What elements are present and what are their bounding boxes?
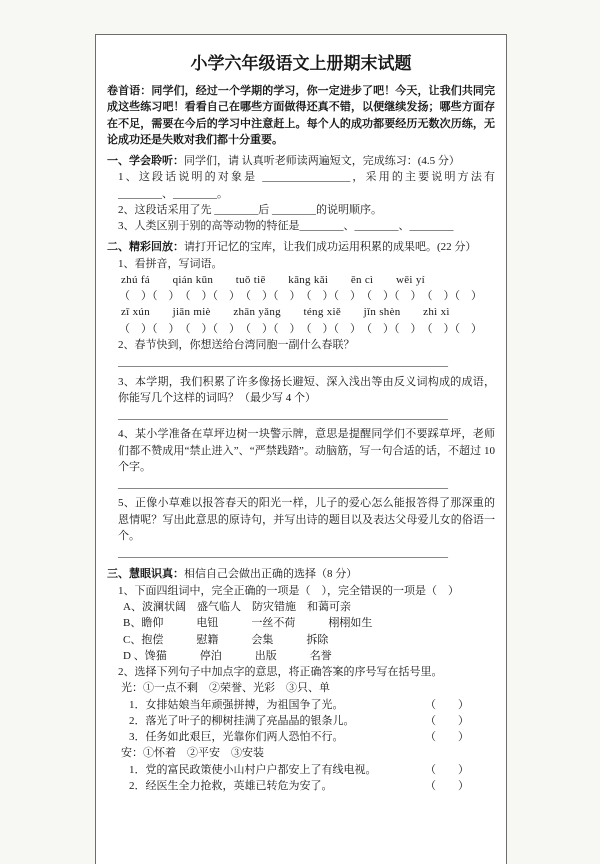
s3-question-2: 2、选择下列句子中加点字的意思，将正确答案的序号写在括号里。 — [118, 666, 443, 679]
exam-page — [95, 34, 507, 864]
section3-heading-line — [107, 566, 495, 582]
answer-paren: （ ） — [425, 779, 469, 792]
guang-sentence-1 — [107, 697, 495, 713]
an-sentence-2 — [107, 778, 495, 794]
pinyin-row-1: zhú fá qián kūn tuǒ tiē kāng kǎi ēn cì wēi yí — [121, 273, 425, 286]
s2-question-4: 4、某小学准备在草坪边树一块警示牌，意思是提醒同学们不要踩草坪，老师们都不赞成用“禁止进入”、“严禁践踏”。动脑筋，写一句合适的话，不超过 10 个字。 — [118, 428, 495, 473]
section3-desc: 相信自己会做出正确的选择（8 分） — [184, 568, 358, 581]
sentence-text: 3．任务如此艰巨，光靠你们两人恐怕不行。 — [129, 731, 344, 744]
section3-heading: 三、慧眼识真： — [107, 568, 184, 581]
choice-row-a: A、波澜状阔 盛气临人 防灾错施 和蔼可亲 — [123, 600, 351, 613]
section2-desc: 请打开记忆的宝库，让我们成功运用积累的成果吧。(22 分） — [184, 241, 477, 254]
guang-definitions: 光：①一点不剩 ②荣誉、光彩 ③只、单 — [121, 682, 330, 695]
s2-question-2: 2、春节快到，你想送给台湾同胞一副什么春联？ — [118, 338, 355, 351]
s1-question-1: 1、这段话说明的对象是 ________________，采用的主要说明方法有________、________。 — [118, 171, 495, 200]
sentence-text: 1．女排姑娘当年顽强拼搏，为祖国争了光。 — [129, 698, 344, 711]
answer-brackets-row-2: （ ）（ ） （ ）（ ） （ ）（ ） （ ）（ ） （ ）（ ） （ ）（ ） — [119, 322, 482, 335]
s1-question-3: 3、人类区别于别的高等动物的特征是________、________、________ — [118, 220, 454, 233]
section2-heading-line — [107, 239, 495, 255]
answer-paren: （ ） — [425, 698, 469, 711]
guang-sentence-3 — [107, 729, 495, 745]
s2-question-5: 5、正像小草难以报答春天的阳光一样，儿子的爱心怎么能报答得了那深重的恩情呢？写出此意思的原诗句，并写出诗的题目以及表达父母爱儿女的俗语一个。 — [118, 497, 495, 542]
sentence-text: 2．经医生全力抢救，英雄已转危为安了。 — [129, 779, 333, 792]
an-sentence-1 — [107, 762, 495, 778]
choice-row-d: D 、馋猫 停泊 出版 名誉 — [123, 649, 332, 662]
s1-question-2: 2、这段话采用了先 ________后 ________的说明顺序。 — [118, 203, 382, 216]
s2-question-1-label: 1、看拼音，写词语。 — [118, 257, 223, 270]
intro-paragraph: 卷首语：同学们，经过一个学期的学习，你一定进步了吧！今天，让我们共同完成这些练习吧！看看自己在哪些方面做得还真不错，以便继续发扬；哪些方面存在不足，需要在今后的学习中注意赶上。每个人的成功都要经历无数次历练，无论成功还是失败对我们都十分重要。 — [107, 85, 495, 146]
answer-paren: （ ） — [425, 731, 469, 744]
pinyin-row-2: zī xún jiān miè zhān yǎng téng xiě jǐn shèn zhì xì — [121, 306, 450, 319]
answer-brackets-row-1: （ ）（ ） （ ）（ ） （ ）（ ） （ ）（ ） （ ）（ ） （ ）（ ） — [119, 290, 482, 303]
s3-question-1: 1、下面四组词中，完全正确的一项是（ ），完全错误的一项是（ ） — [118, 584, 459, 597]
section2-heading: 二、精彩回放： — [107, 241, 184, 254]
page-title: 小学六年级语文上册期末试题 — [190, 54, 412, 73]
choice-row-c: C、抱偿 慰籍 会集 拆除 — [123, 633, 329, 646]
answer-paren: （ ） — [425, 714, 469, 727]
an-definitions: 安：①怀着 ②平安 ③安装 — [121, 747, 264, 760]
answer-blank-line: ____________________________________________________________ — [118, 478, 448, 491]
answer-blank-line: ____________________________________________________________ — [118, 356, 448, 369]
s2-question-3: 3、本学期，我们积累了许多像扬长避短、深入浅出等由反义词构成的成语，你能写几个这样的词吗？（最少写 4 个） — [118, 375, 495, 404]
section1-heading: 一、学会聆听： — [107, 155, 184, 168]
guang-sentence-2 — [107, 713, 495, 729]
answer-blank-line: ____________________________________________________________ — [118, 547, 448, 560]
answer-paren: （ ） — [425, 763, 469, 776]
section1-desc: 同学们，请 认真听老师读两遍短文，完成练习：(4.5 分） — [184, 155, 460, 168]
sentence-text: 1．党的富民政策使小山村户户都安上了有线电视。 — [129, 763, 377, 776]
section1-heading-line — [107, 153, 495, 169]
sentence-text: 2．落光了叶子的柳树挂满了亮晶晶的银条儿。 — [129, 714, 355, 727]
choice-row-b: B、瞻仰 电钮 一丝不荷 栩栩如生 — [123, 617, 373, 630]
answer-blank-line: ____________________________________________________________ — [118, 409, 448, 422]
